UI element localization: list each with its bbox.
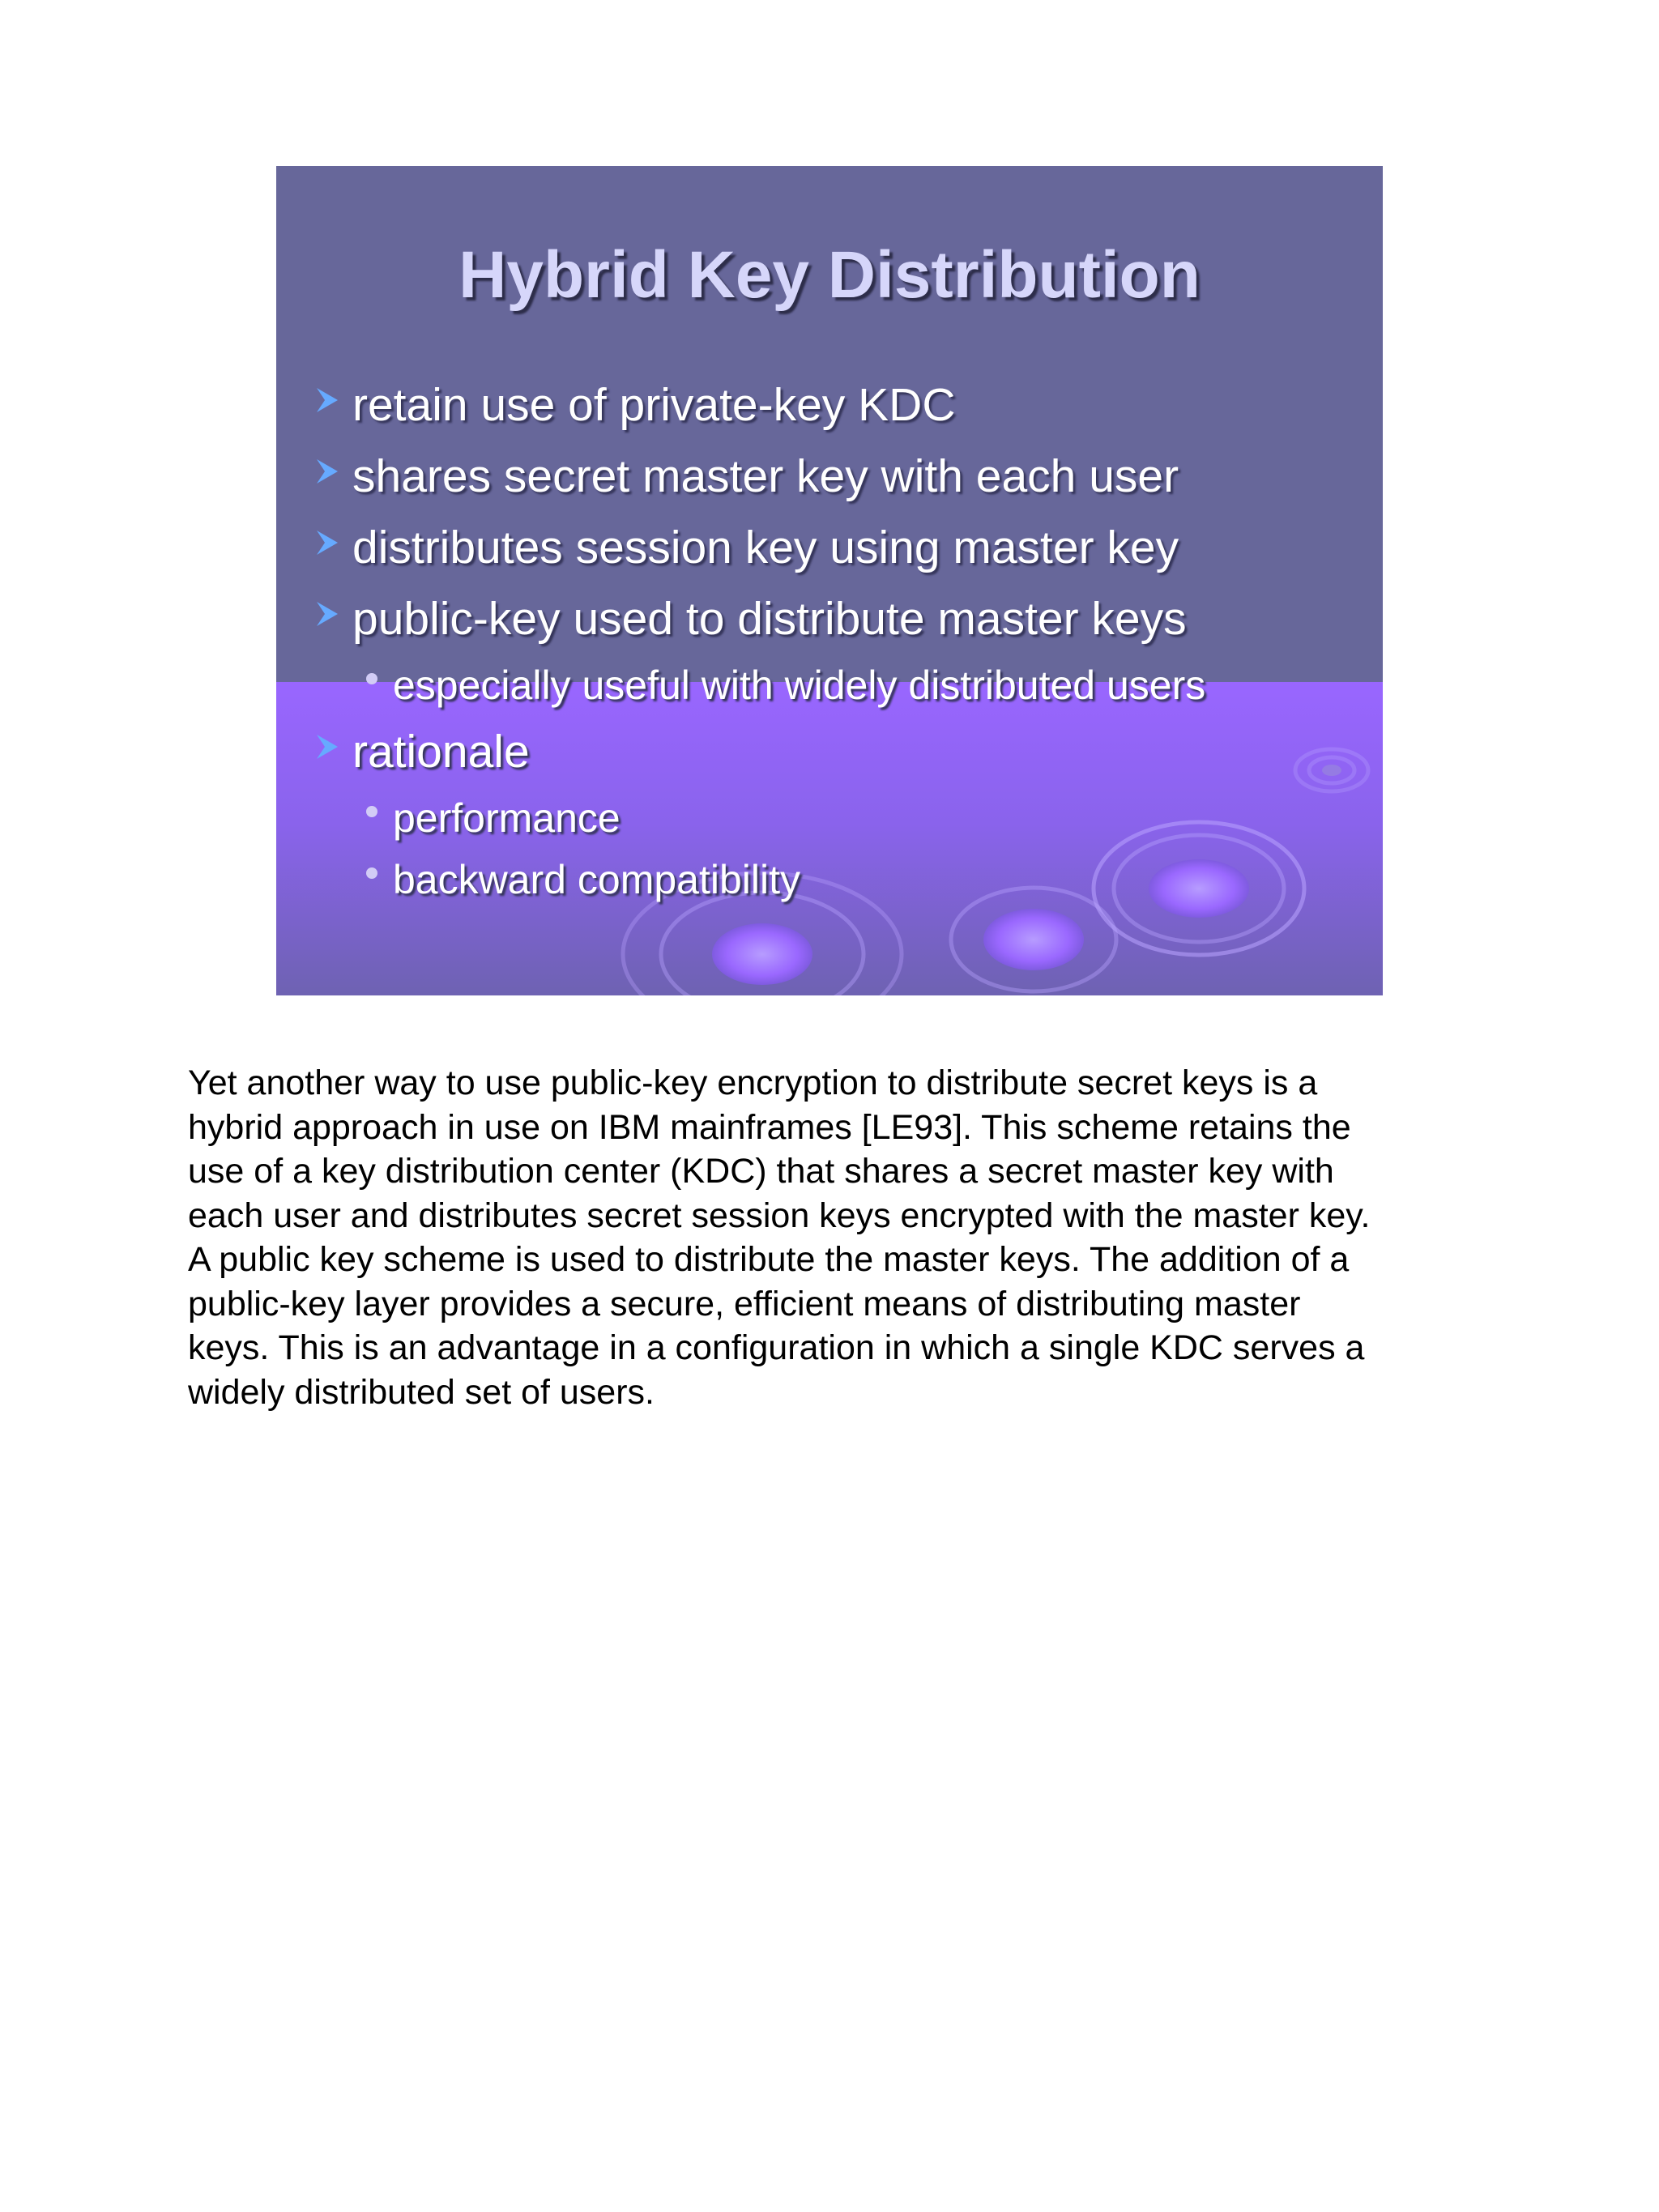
arrowhead-bullet-icon bbox=[315, 733, 339, 761]
bullet-shares-master-key bbox=[352, 450, 1179, 503]
notes-line: A public key scheme is used to distribute the master keys. The addition of a bbox=[188, 1240, 1350, 1279]
subbullet-widely-distributed bbox=[393, 662, 1205, 709]
bullet-text: rationale bbox=[352, 726, 530, 778]
bullet-public-key-distribute bbox=[352, 592, 1187, 646]
notes-line: Yet another way to use public-key encryption to distribute secret keys is a bbox=[188, 1063, 1318, 1102]
notes-line: hybrid approach in use on IBM mainframes [LE93]. This scheme retains the bbox=[188, 1107, 1351, 1147]
notes-line: keys. This is an advantage in a configuration in which a single KDC serves a bbox=[188, 1328, 1365, 1367]
bullet-text: public-key used to distribute master keys bbox=[352, 593, 1187, 645]
arrowhead-bullet-icon bbox=[315, 386, 339, 414]
slide bbox=[276, 166, 1383, 995]
subbullet-performance bbox=[393, 795, 621, 842]
bullet-text: backward compatibility bbox=[393, 857, 800, 902]
bullet-text: performance bbox=[393, 795, 621, 841]
arrowhead-bullet-icon bbox=[315, 600, 339, 628]
notes-line: each user and distributes secret session keys encrypted with the master key. bbox=[188, 1196, 1371, 1235]
dot-bullet-icon bbox=[366, 806, 377, 817]
speaker-notes bbox=[188, 1061, 1484, 1414]
arrowhead-bullet-icon bbox=[315, 529, 339, 556]
dot-bullet-icon bbox=[366, 867, 377, 879]
notes-line: public-key layer provides a secure, efficient means of distributing master bbox=[188, 1284, 1301, 1323]
bullet-rationale bbox=[352, 725, 530, 778]
bullet-text: shares secret master key with each user bbox=[352, 450, 1179, 502]
notes-line: widely distributed set of users. bbox=[188, 1372, 655, 1412]
bullet-retain-kdc bbox=[352, 378, 955, 432]
bullet-distributes-session-key bbox=[352, 521, 1179, 574]
bullet-text: especially useful with widely distributed users bbox=[393, 663, 1206, 708]
bullet-text: retain use of private-key KDC bbox=[352, 379, 956, 431]
arrowhead-bullet-icon bbox=[315, 458, 339, 485]
notes-line: use of a key distribution center (KDC) that shares a secret master key with bbox=[188, 1152, 1334, 1191]
dot-bullet-icon bbox=[366, 673, 377, 684]
subbullet-backward-compatibility bbox=[393, 856, 800, 903]
bullet-text: distributes session key using master key bbox=[352, 522, 1179, 573]
slide-title: Hybrid Key Distribution bbox=[458, 238, 1201, 312]
